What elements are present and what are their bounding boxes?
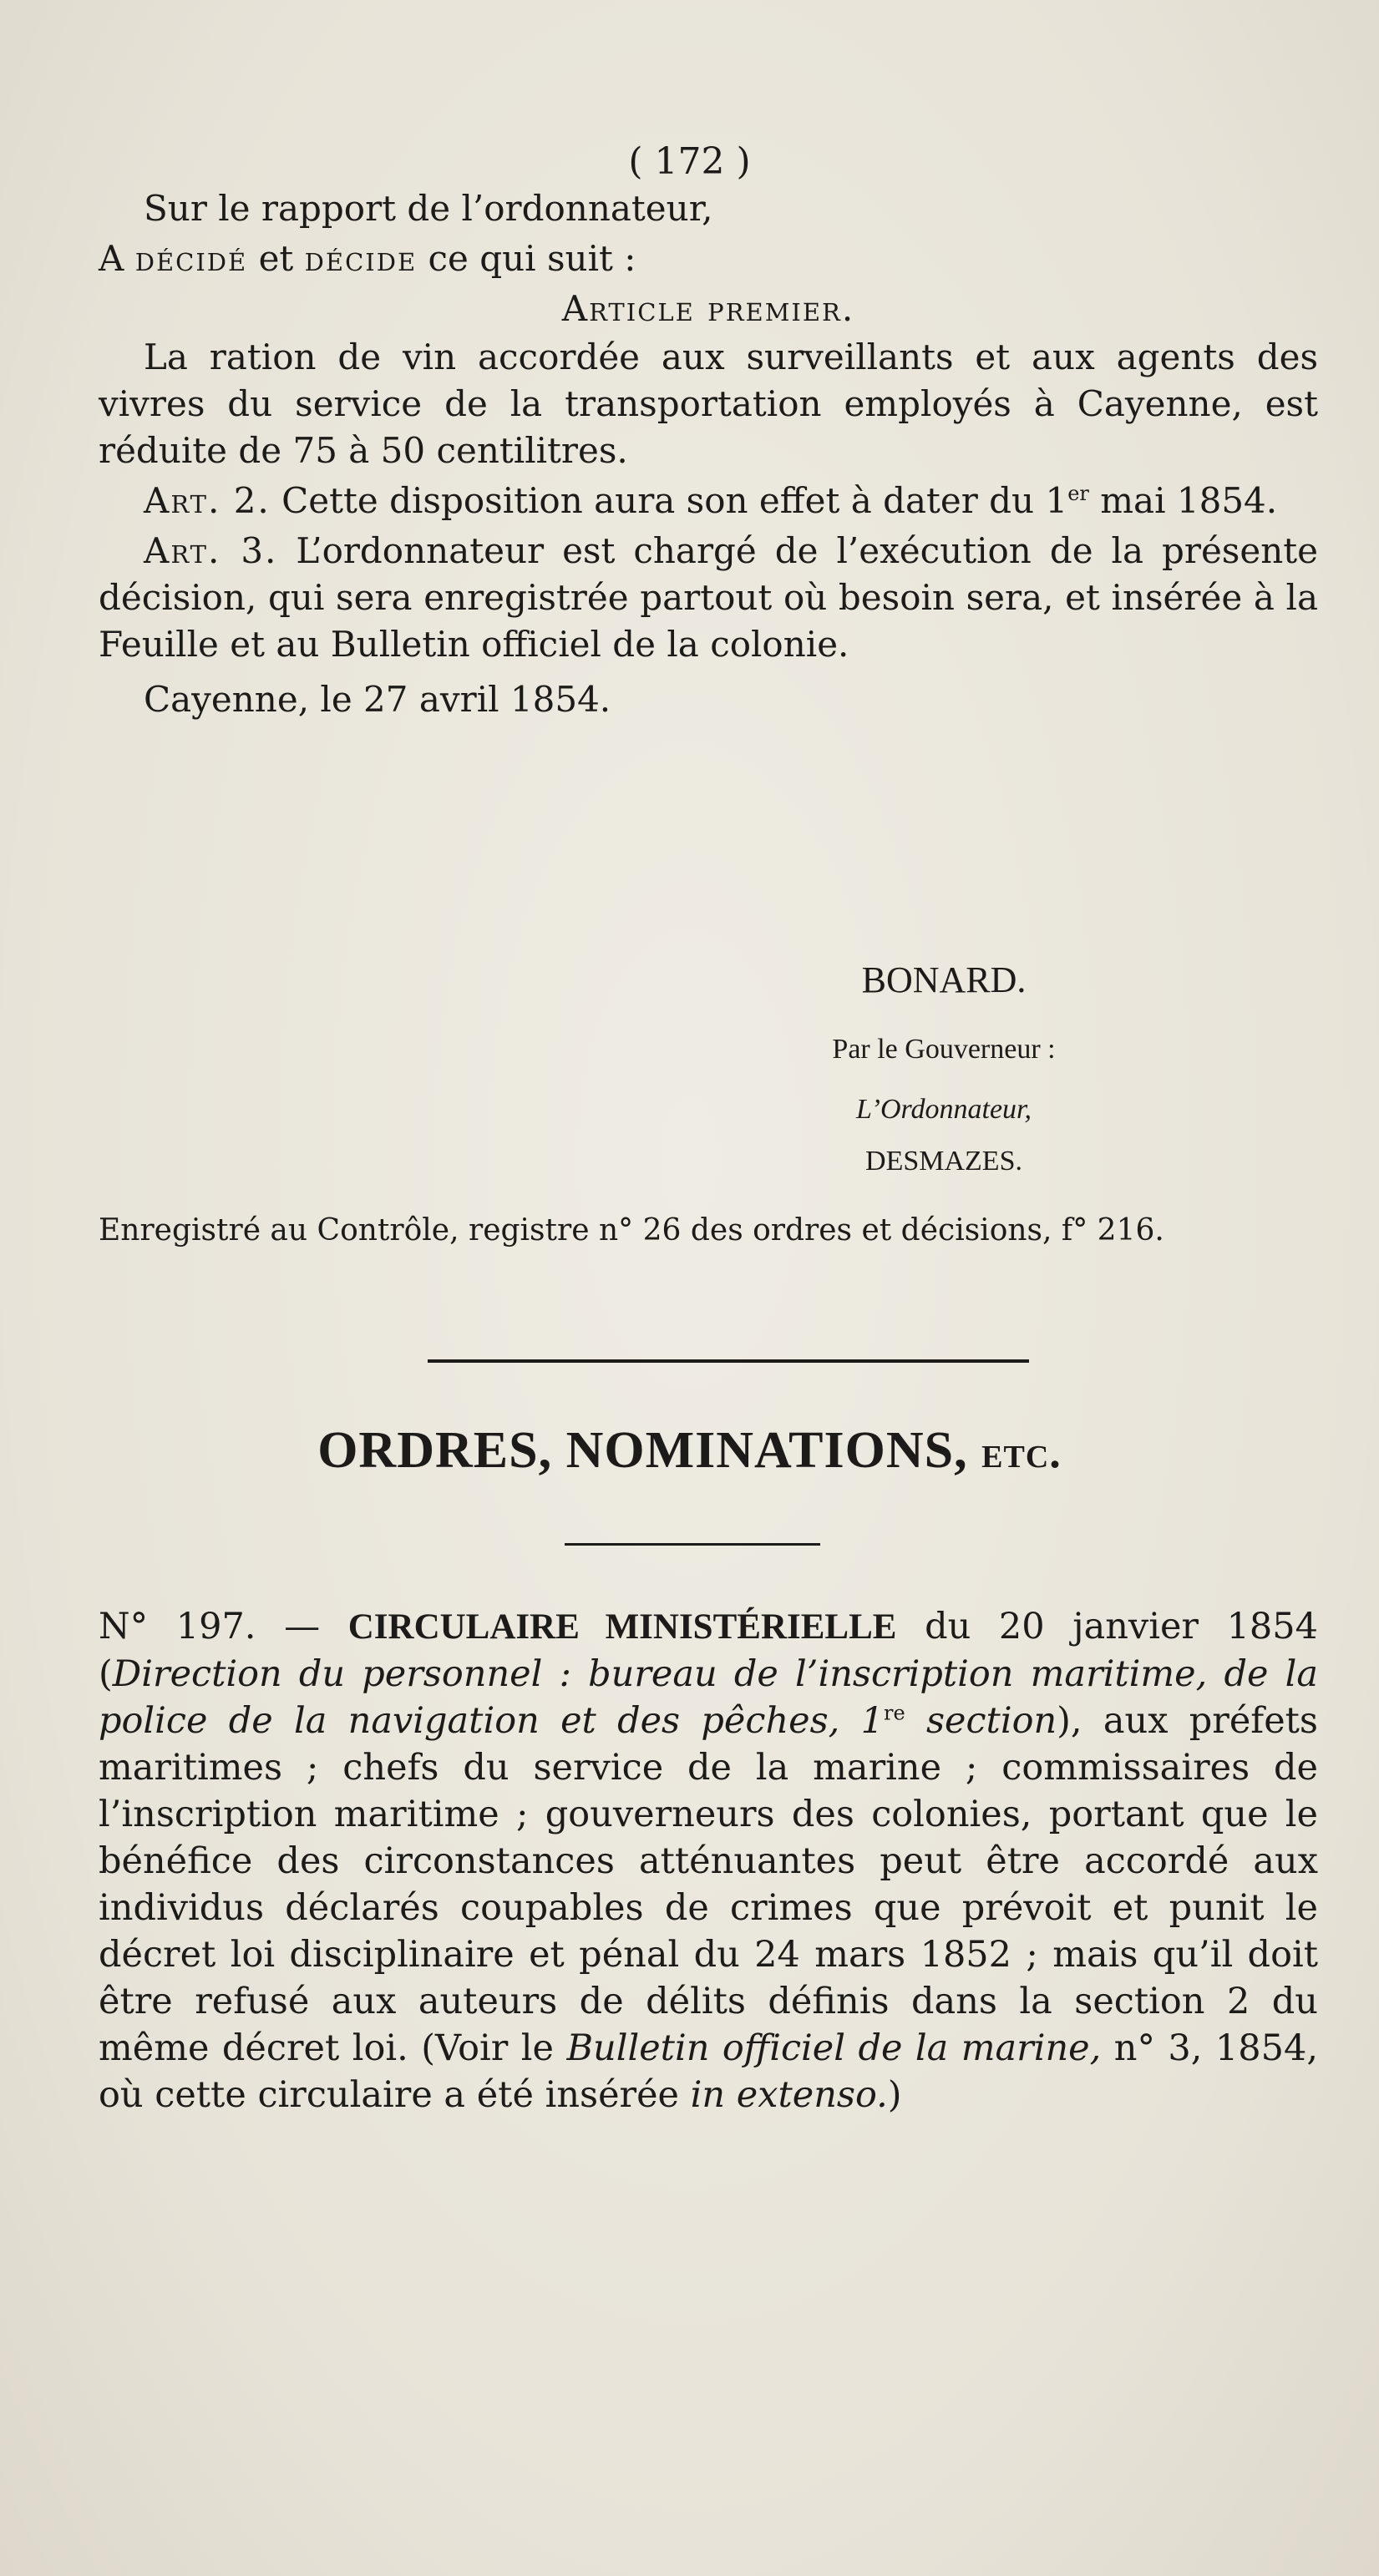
signature-role: L’Ordonnateur, <box>856 1094 1032 1125</box>
signature-par: Par le Gouverneur : <box>832 1034 1056 1065</box>
page-number: ( 172 ) <box>628 140 751 183</box>
article-3: Art. 3. L’ordonnateur est chargé de l’exécution de la présente décision, qui sera enregistrée partout où besoin sera, et insérée à la Feuille et au Bulletin officiel de la colonie. <box>99 530 1318 665</box>
intro-line: Sur le rapport de l’ordonnateur, <box>144 188 713 229</box>
divider-short <box>565 1543 820 1546</box>
section-heading: ORDRES, NOMINATIONS, etc. <box>317 1422 1062 1479</box>
registration-note: Enregistré au Contrôle, registre n° 26 des ordres et décisions, f° 216. <box>99 1213 1164 1248</box>
signature-name2: DESMAZES. <box>865 1146 1022 1177</box>
place-date: Cayenne, le 27 avril 1854. <box>144 679 611 720</box>
signature-name: BONARD. <box>861 959 1027 1000</box>
article-title: Article premier. <box>561 288 855 329</box>
divider-long <box>428 1359 1029 1363</box>
article-1: La ration de vin accordée aux surveillants et aux agents des vivres du service de la transportation employés à Cayenne, est réduite de 75 à 50 centilitres. <box>99 337 1318 471</box>
article-2: Art. 2. Cette disposition aura son effet à dater du 1er mai 1854. <box>144 480 1278 521</box>
decision-line: A décidé et décide ce qui suit : <box>99 238 636 279</box>
circulaire-paragraph: N° 197. — CIRCULAIRE MINISTÉRIELLE du 20 janvier 1854 (Direction du personnel : bureau de l’inscription maritime, de la police de la navigation et des pêches, 1re section), aux préfets maritimes ; chefs du service de la marine ; commissaires de l’inscription maritime ; gouverneurs des colonies, portant que le bénéfice des circonstances atténuantes peut être accordé aux individus déclarés coupables de crimes que prévoit et punit le décret loi disciplinaire et pénal du 24 mars 1852 ; mais qu’il doit être refusé aux auteurs de délits définis dans la section 2 du même décret loi. (Voir le Bulletin officiel de la marine, n° 3, 1854, où cette circulaire a été insérée in extenso.) <box>99 1606 1319 2116</box>
